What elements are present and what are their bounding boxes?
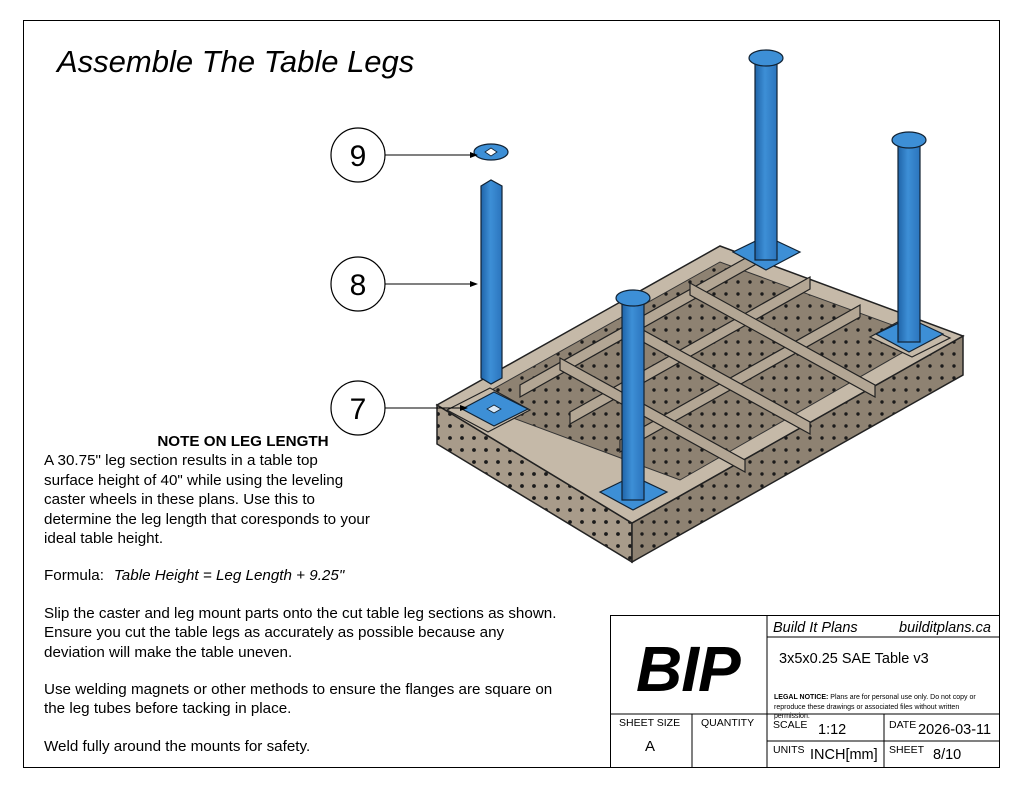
note-line: ideal table height. <box>44 530 164 548</box>
drawing-title: 3x5x0.25 SAE Table v3 <box>779 651 929 667</box>
legal-notice <box>774 693 994 722</box>
sheet-size-label: SHEET SIZE <box>619 717 681 729</box>
instruction-line: Ensure you cut the table legs as accurately as possible because any <box>44 624 505 642</box>
page-title: Assemble The Table Legs <box>57 44 415 79</box>
callout-9-label: 9 <box>349 140 367 173</box>
date-value: 2026-03-11 <box>918 722 992 738</box>
formula <box>44 566 604 585</box>
instruction-line: Weld fully around the mounts for safety. <box>44 737 311 755</box>
company-name: Build It Plans <box>773 620 858 636</box>
sheet-size-value: A <box>645 738 656 755</box>
note-line: A 30.75" leg section results in a table top <box>44 452 318 470</box>
sheet-value: 8/10 <box>933 747 962 763</box>
date-label: DATE <box>889 719 917 731</box>
leg-length-note <box>44 432 604 756</box>
instruction-line: Slip the caster and leg mount parts onto the cut table leg sections as shown. <box>44 604 557 622</box>
quantity-label: QUANTITY <box>701 717 755 729</box>
instruction-line: the leg tubes before tacking in place. <box>44 700 292 718</box>
legal-text: Plans are for personal use only. Do not copy or reproduce these drawings or associated files without written permission. <box>774 694 976 721</box>
formula-equation: Table Height = Leg Length + 9.25" <box>113 567 345 585</box>
note-line: determine the leg length that coresponds to your <box>44 510 370 528</box>
note-line: surface height of 40" while using the leveling <box>44 471 344 489</box>
callout-8-label: 8 <box>349 269 367 302</box>
bip-logo: BIP <box>636 633 740 705</box>
units-label: UNITS <box>773 744 805 756</box>
formula-label: Formula: <box>44 567 104 585</box>
legal-label: LEGAL NOTICE: <box>774 694 829 701</box>
part-8-leg-tube <box>481 180 502 384</box>
website: builditplans.ca <box>899 620 991 636</box>
instruction-line: deviation will make the table uneven. <box>44 643 293 661</box>
units-value: INCH[mm] <box>810 747 878 763</box>
scale-value: 1:12 <box>818 722 847 738</box>
title-block <box>610 615 1000 768</box>
instruction-line: Use welding magnets or other methods to ensure the flanges are square on <box>44 681 553 699</box>
sheet-label: SHEET <box>889 744 925 756</box>
callout-7-label: 7 <box>349 393 367 426</box>
scale-label: SCALE <box>773 719 808 731</box>
note-heading: NOTE ON LEG LENGTH <box>157 433 329 450</box>
note-line: caster wheels in these plans. Use this to <box>44 491 315 509</box>
